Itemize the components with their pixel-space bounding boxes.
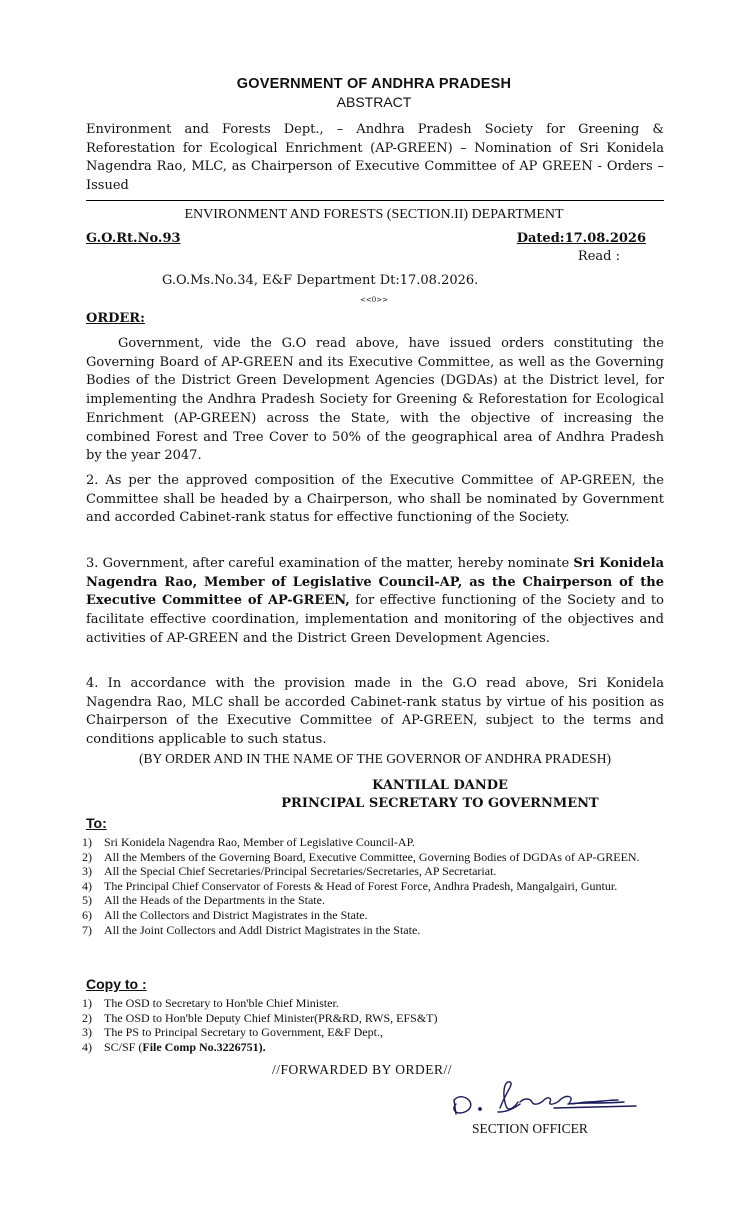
order-paragraph-4: 4. In accordance with the provision made in the G.O read above, Sri Konidela Nagendra Rao, MLC shall be accorded Cabinet-rank status by virtue of his position as Chairperson of the Executive Committee of AP-GREEN, subject to the terms and conditions applicable to such status. xyxy=(86,676,664,748)
department-title: ENVIRONMENT AND FORESTS (SECTION.II) DEPARTMENT xyxy=(184,207,564,222)
by-order-line: (BY ORDER AND IN THE NAME OF THE GOVERNOR OF ANDHRA PRADESH) xyxy=(139,751,611,766)
subject-divider xyxy=(86,200,664,201)
nominee-statement: Sri Konidela Nagendra Rao, Member of Legislative Council-AP, as the Chairperson of the Executive Committee of AP-GREEN, xyxy=(86,556,664,609)
list-item: 3) All the Special Chief Secretaries/Principal Secretaries/Secretaries, AP Secretariat. xyxy=(82,864,497,879)
order-paragraph-1: Government, vide the G.O read above, have issued orders constituting the Governing Board of AP-GREEN and its Executive Committee, as well as the Governing Bodies of the District Green Development Agencies (DGDAs) at the District level, for implementing the Andhra Pradesh Society for Greening & Reforestation for Ecological Enrichment (AP-GREEN) across the State, with the objective of increasing the combined Forest and Tree Cover to 50% of the geographical area of Andhra Pradesh by the year 2047. xyxy=(86,336,664,464)
list-item: 2) The OSD to Hon'ble Deputy Chief Minister(PR&RD, RWS, EFS&T) xyxy=(82,1010,438,1025)
signatory-title: PRINCIPAL SECRETARY TO GOVERNMENT xyxy=(281,796,599,811)
paragraph-3-suffix: for effective functioning of the Society and to facilitate effective coordination, implementation and monitoring of the objectives and activities of AP-GREEN and the District Green Development Agencies. xyxy=(86,593,664,646)
copy-to-heading: Copy to : xyxy=(86,976,147,992)
list-item: 4) The Principal Chief Conservator of Forests & Head of Forest Force, Andhra Pradesh, Mangalgairi, Guntur. xyxy=(82,878,618,893)
list-item: 1) Sri Konidela Nagendra Rao, Member of Legislative Council-AP. xyxy=(82,835,415,849)
government-title: GOVERNMENT OF ANDHRA PRADESH xyxy=(236,76,512,92)
paragraph-3-prefix: 3. Government, after careful examination of the matter, hereby nominate xyxy=(86,556,574,571)
abstract-label: ABSTRACT xyxy=(336,94,412,110)
list-item: 5) All the Heads of the Departments in the State. xyxy=(82,893,325,908)
subject-text: Environment and Forests Dept., – Andhra Pradesh Society for Greening & Reforestation for Ecological Enrichment (AP-GREEN) – Nomination of Sri Konidela Nagendra Rao, MLC, as Chairperson of Executive Committee of AP GREEN - Orders – Issued xyxy=(86,122,664,193)
to-list xyxy=(82,835,662,937)
signatory-name: KANTILAL DANDE xyxy=(372,778,508,793)
order-paragraph-3 xyxy=(86,555,664,649)
list-item: 6) All the Collectors and District Magistrates in the State. xyxy=(82,907,368,922)
section-officer-label: SECTION OFFICER xyxy=(472,1121,588,1136)
order-paragraph-2: 2. As per the approved composition of the Executive Committee of AP-GREEN, the Committee shall be headed by a Chairperson, who shall be nominated by Government and accorded Cabinet-rank status for effective functioning of the Society. xyxy=(86,473,664,526)
to-heading: To: xyxy=(86,815,107,831)
reference-text: G.O.Ms.No.34, E&F Department Dt:17.08.2026. xyxy=(162,273,479,288)
forwarded-line: //FORWARDED BY ORDER// xyxy=(272,1062,453,1077)
list-item: 4) SC/SF (File Comp No.3226751). xyxy=(82,1039,266,1054)
order-heading: ORDER: xyxy=(86,311,145,326)
separator-mark: <<0>> xyxy=(360,296,388,304)
list-item: 2) All the Members of the Governing Board, Executive Committee, Governing Bodies of DGDAs of AP-GREEN. xyxy=(82,849,640,864)
list-item: 1) The OSD to Secretary to Hon'ble Chief Minister. xyxy=(82,996,339,1010)
copy-to-list xyxy=(82,996,662,1054)
list-item: 7) All the Joint Collectors and Addl District Magistrates in the State. xyxy=(82,922,421,937)
go-date: Dated:17.08.2026 xyxy=(516,231,646,246)
list-item: 3) The PS to Principal Secretary to Government, E&F Dept., xyxy=(82,1025,383,1040)
handwritten-signature xyxy=(448,1078,648,1120)
read-label: Read : xyxy=(577,249,620,264)
go-number: G.O.Rt.No.93 xyxy=(86,231,181,246)
